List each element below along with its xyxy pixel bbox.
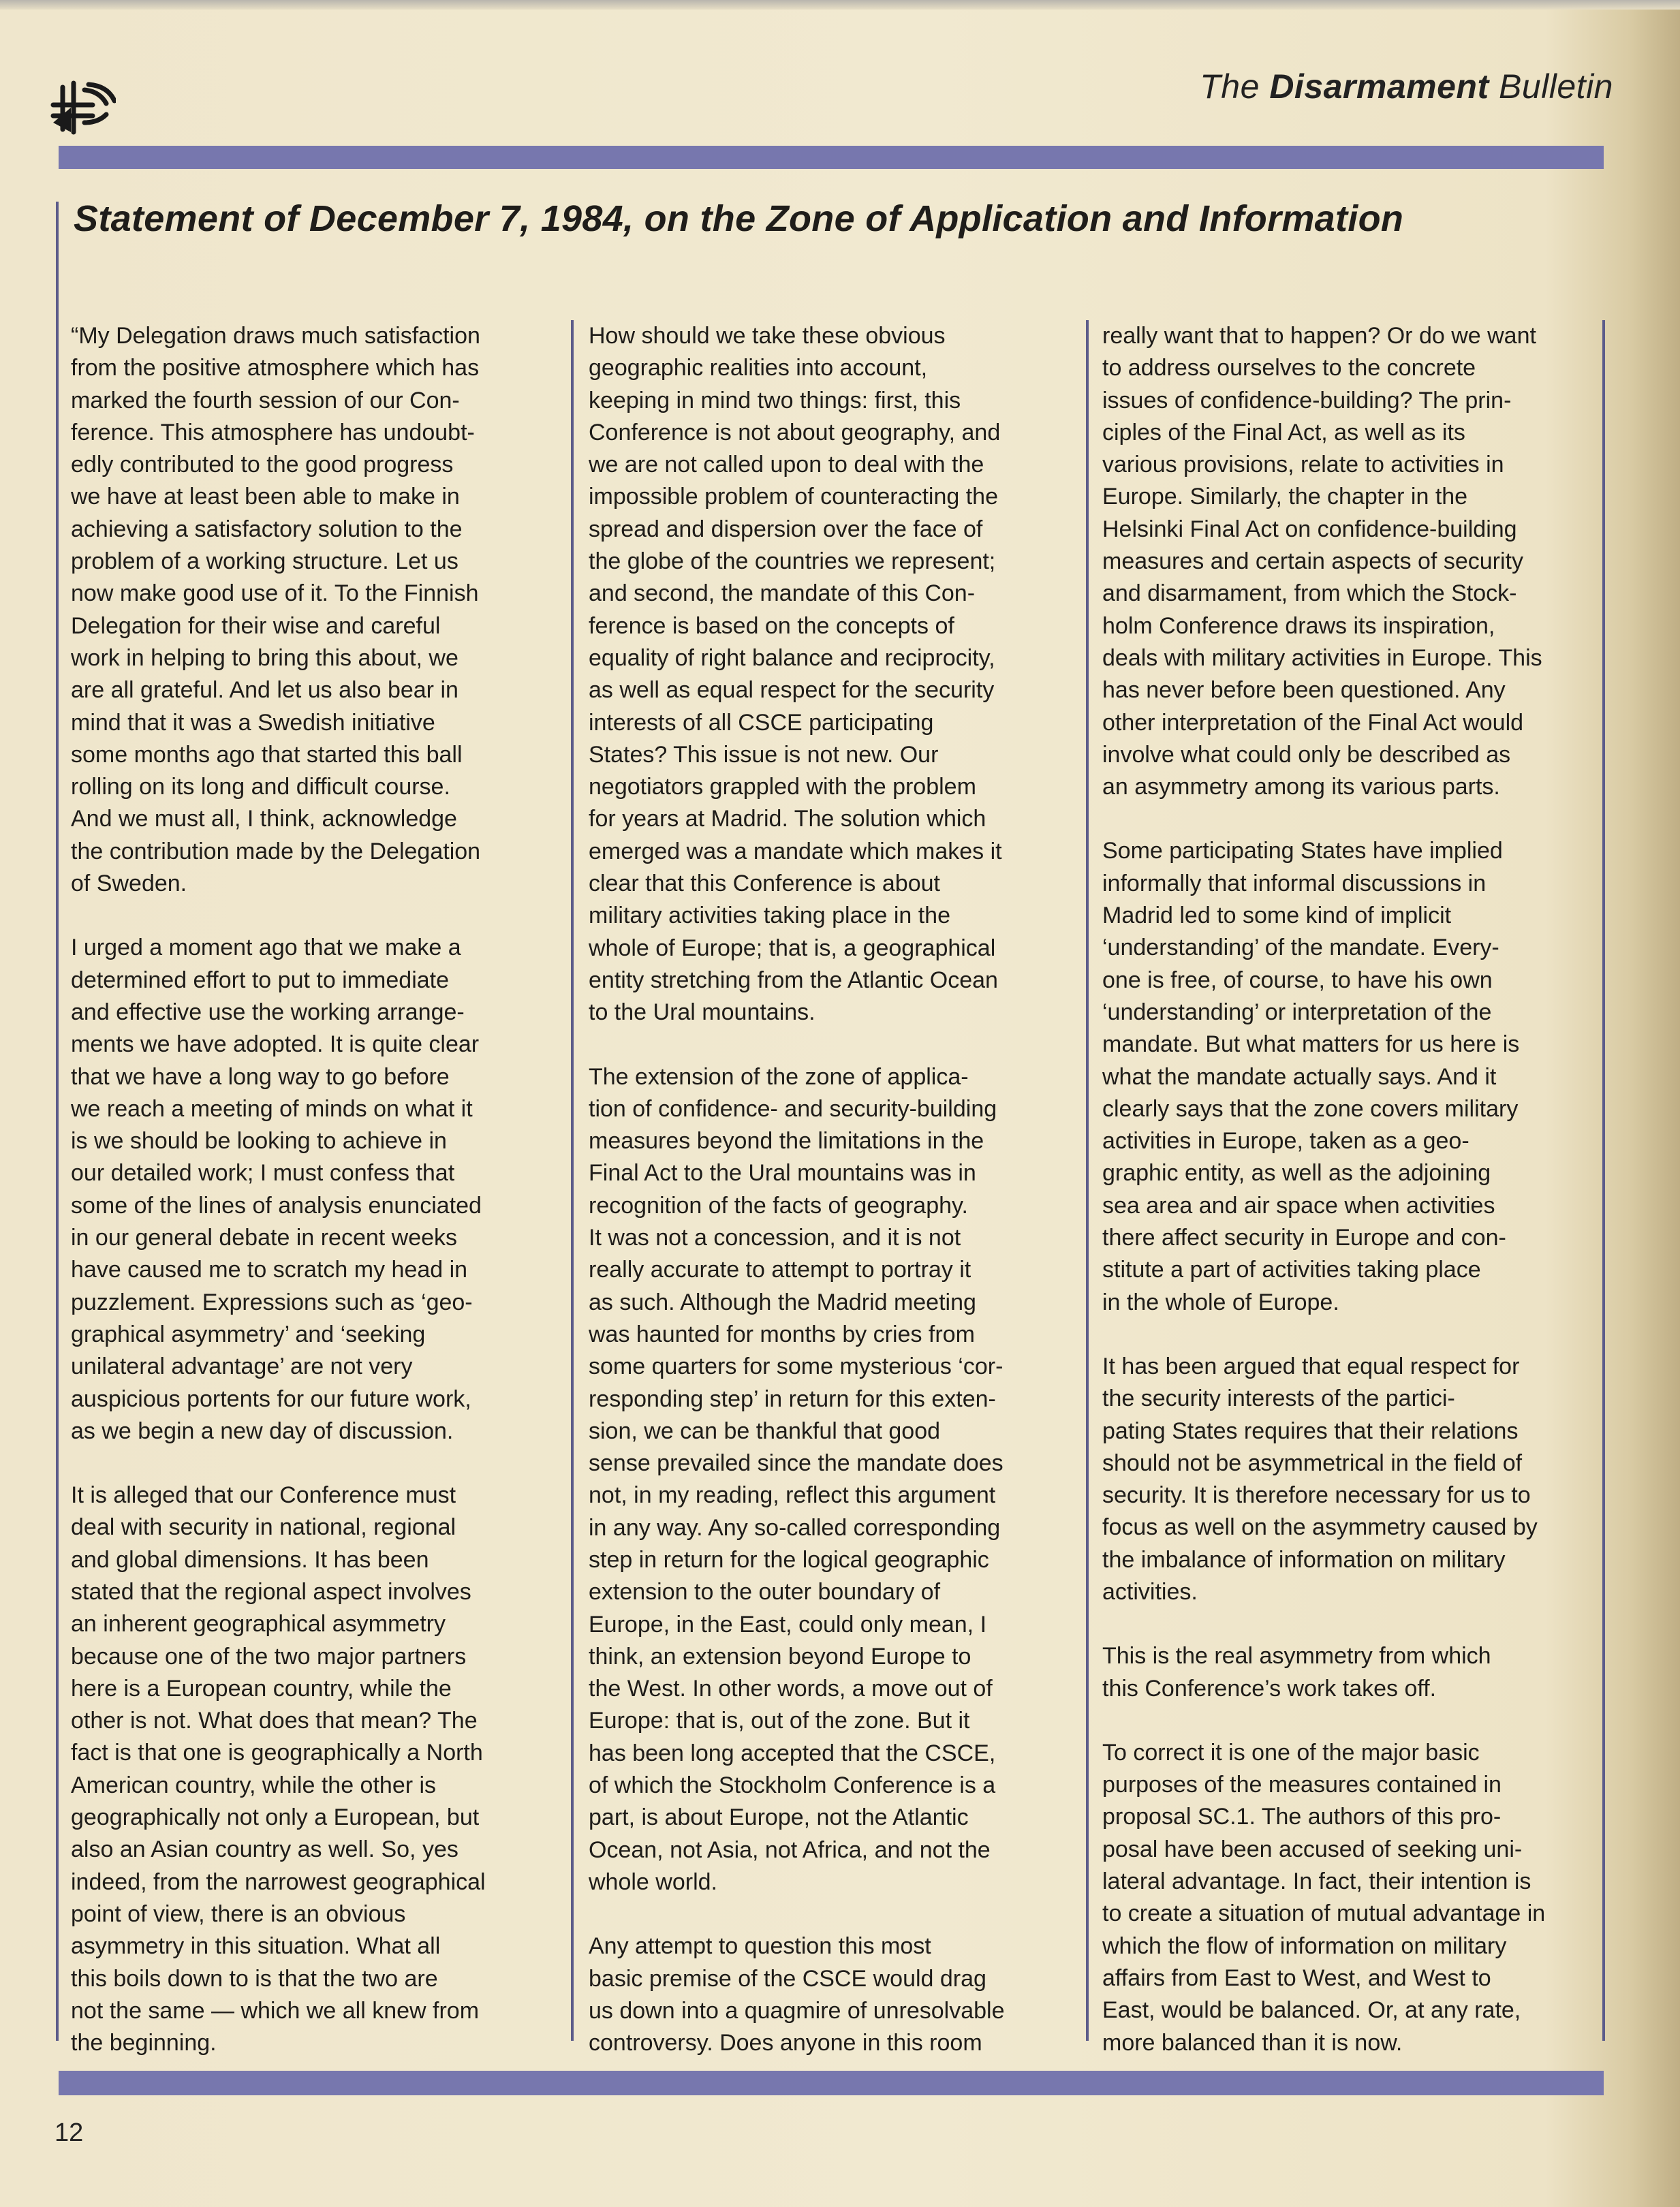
article-title: Statement of December 7, 1984, on the Zone of Application and Information xyxy=(74,198,1404,239)
publication-title-prefix: The xyxy=(1200,67,1270,106)
column-rule-right xyxy=(1602,320,1605,2041)
page-number: 12 xyxy=(55,2118,84,2147)
publication-title-suffix: Bulletin xyxy=(1489,67,1613,106)
paragraph: To correct it is one of the major basic purposes of the measures contained in proposal SC.1. The authors of this pro- posal have been accused of seeking uni- lateral advantage. In fact, their intention is to create a situation of mutual advantage in which the flow of information on military affairs from East to West, and West to East, would be balanced. Or, at any rate, more balanced than it is now. xyxy=(1102,1739,1546,2056)
column-rule-left xyxy=(56,202,59,2041)
paragraph: How should we take these obvious geographic realities into account, keeping in mind two things: first, this Conference is not about geography, and we are not called upon to deal with the impossible problem of counteracting the spread and dispersion over the face of the globe of the countries we represent; and second, the mandate of this Con- ference is based on the concepts of equality of right balance and reciprocity, as well as equal respect for the security interests of all CSCE participating States? This issue is not new. Our negotiators grappled with the problem for years at Madrid. The solution which emerged was a mandate which makes it clear that this Conference is about military activities taking place in the whole of Europe; that is, a geographical entity stretching from the Atlantic Ocean to the Ural mountains. xyxy=(589,323,1002,1026)
article-column-1 xyxy=(71,320,548,2059)
top-rule xyxy=(59,146,1604,169)
column-rule-1 xyxy=(571,320,574,2041)
publication-title-name: Disarmament xyxy=(1269,67,1489,106)
bottom-rule xyxy=(59,2071,1604,2095)
paragraph: I urged a moment ago that we make a determined effort to put to immediate and effective use the working arrange- ments we have adopted. It is quite clear that we have a long way to go before we reach a meeting of minds on what it is we should be looking to achieve in our detailed work; I must confess that some of the lines of analysis enunciated in our general debate in recent weeks have caused me to scratch my head in puzzlement. Expressions such as ‘geo- graphical asymmetry’ and ‘seeking unilateral advantage’ are not very auspicious portents for our future work, as we begin a new day of discussion. xyxy=(71,935,482,1444)
paragraph: This is the real asymmetry from which this Conference’s work takes off. xyxy=(1102,1643,1491,1702)
column-rule-2 xyxy=(1086,320,1089,2041)
paragraph: really want that to happen? Or do we want to address ourselves to the concrete issues of confidence-building? The prin- ciples of the Final Act, as well as its various provisions, relate to activities in Europe. Similarly, the chapter in the Helsinki Final Act on confidence-building measures and certain aspects of security and disarmament, from which the Stock- holm Conference draws its inspiration, deals with military activities in Europe. This has never before been questioned. Any other interpretation of the Final Act would involve what could only be described as an asymmetry among its various parts. xyxy=(1102,323,1542,800)
bulletin-logo-icon xyxy=(50,80,116,135)
article-column-3 xyxy=(1102,320,1579,2059)
paragraph: Any attempt to question this most basic premise of the CSCE would drag us down into a quagmire of unresolvable controversy. Does anyone in this room xyxy=(589,1933,1005,2056)
paragraph: “My Delegation draws much satisfaction from the positive atmosphere which has marked the fourth session of our Con- ference. This atmosphere has undoubt- edly contributed to the good progress we have at least been able to make in achieving a satisfactory solution to the problem of a working structure. Let us now make good use of it. To the Finnish Delegation for their wise and careful work in helping to bring this about, we are all grateful. And let us also bear in mind that it was a Swedish initiative some months ago that started this ball rolling on its long and difficult course. And we must all, I think, acknowledge the contribution made by the Delegation of Sweden. xyxy=(71,323,481,897)
paragraph: It is alleged that our Conference must deal with security in national, regional and global dimensions. It has been stated that the regional aspect involves an inherent geographical asymmetry because one of the two major partners here is a European country, while the other is not. What does that mean? The fact is that one is geographically a North American country, while the other is geographically not only a European, but also an Asian country as well. So, yes indeed, from the narrowest geographical point of view, there is an obvious asymmetry in this situation. What all this boils down to is that the two are not the same — which we all knew from the beginning. xyxy=(71,1482,486,2056)
publication-title xyxy=(1200,67,1613,106)
paragraph: The extension of the zone of applica- tion of confidence- and security-building measures beyond the limitations in the Final Act to the Ural mountains was in recognition of the facts of geography. It was not a concession, and it is not really accurate to attempt to portray it as such. Although the Madrid meeting was haunted for months by cries from some quarters for some mysterious ‘cor- responding step’ in return for this exten- sion, we can be thankful that good sense prevailed since the mandate does not, in my reading, reflect this argument in any way. Any so-called corresponding step in return for the logical geographic extension to the outer boundary of Europe, in the East, could only mean, I think, an extension beyond Europe to the West. In other words, a move out of Europe: that is, out of the zone. But it has been long accepted that the CSCE, of which the Stockholm Conference is a part, is about Europe, not the Atlantic Ocean, not Asia, not Africa, and not the whole world. xyxy=(589,1063,1004,1895)
page-top-edge xyxy=(0,0,1680,10)
paragraph: Some participating States have implied informally that informal discussions in Madrid led to some kind of implicit ‘understanding’ of the mandate. Every- one is free, of course, to have his own ‘understanding’ or interpretation of the mandate. But what matters for us here is what the mandate actually says. And it clearly says that the zone covers military activities in Europe, taken as a geo- graphic entity, as well as the adjoining sea area and air space when activities there affect security in Europe and con- stitute a part of activities taking place in the whole of Europe. xyxy=(1102,838,1520,1315)
article-column-2 xyxy=(589,320,1065,2059)
paragraph: It has been argued that equal respect for the security interests of the partici- pating States requires that their relations should not be asymmetrical in the field of security. It is therefore necessary for us to focus as well on the asymmetry caused by the imbalance of information on military activities. xyxy=(1102,1353,1538,1605)
